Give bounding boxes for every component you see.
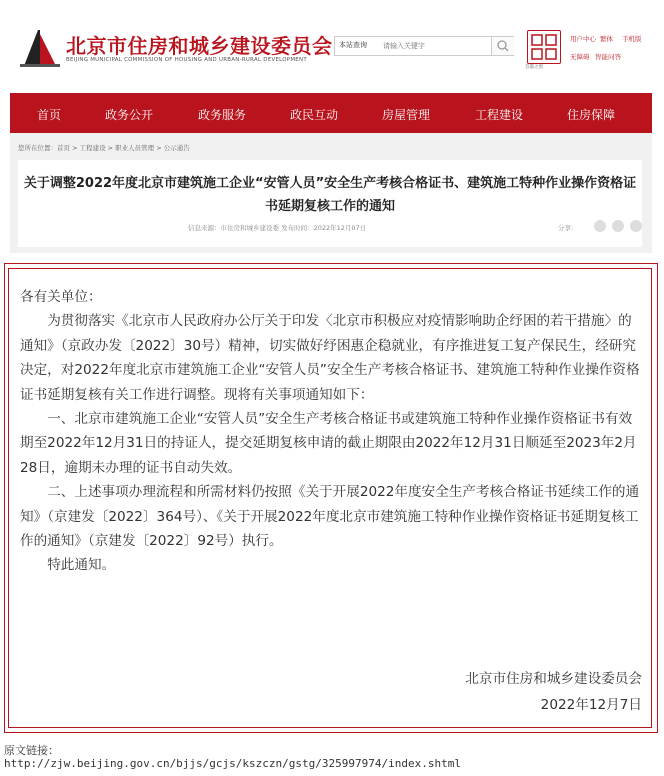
paragraph-item-1: 一、北京市建筑施工企业“安管人员”安全生产考核合格证书或建筑施工特种作业操作资格证书有效期至2022年12月31日的持证人，提交延期复核申请的截止期限由2022年12月31日顺延至2023年2月28日，逾期未办理的证书自动失效。 <box>20 411 637 476</box>
signature <box>465 666 642 718</box>
nav-housing-security[interactable]: 住房保障 <box>567 108 616 122</box>
search-input[interactable] <box>383 39 487 52</box>
breadcrumb[interactable]: 您所在位置：首页 > 工程建设 > 职业人员管理 > 公示通告 <box>18 144 190 152</box>
nav-home[interactable]: 首页 <box>37 108 62 122</box>
wechat-share-icon[interactable] <box>594 220 606 232</box>
qzone-share-icon[interactable] <box>630 220 642 232</box>
nav-housing-management[interactable]: 房屋管理 <box>382 108 431 122</box>
search-box <box>334 36 514 56</box>
paragraph-closing: 特此通知。 <box>47 557 116 574</box>
site-subtitle-en: BEIJING MUNICIPAL COMMISSION OF HOUSING AND URBAN-RURAL DEVELOPMENT <box>66 57 307 63</box>
seal-icon <box>528 31 560 63</box>
notice-body <box>20 285 645 578</box>
capital-window-logo-icon[interactable] <box>527 30 561 64</box>
smart-qa-link[interactable]: 智能问答 <box>595 53 621 61</box>
article-header-card <box>18 160 642 247</box>
accessibility-link[interactable]: 无障碍 <box>570 53 590 61</box>
traditional-chinese-link[interactable]: 繁体 <box>600 35 613 43</box>
source-link-url[interactable]: http://zjw.beijing.gov.cn/bjjs/gcjs/kszczn/gstg/325997974/index.shtml <box>4 757 461 770</box>
site-header <box>10 0 652 93</box>
article-title-header: 关于调整2022年度北京市建筑施工企业“安管人员”安全生产考核合格证书、建筑施工特种作业操作资格证书延期复核工作的通知 <box>23 176 637 214</box>
website-screenshot <box>10 0 652 253</box>
share-label: 分享： <box>558 224 578 232</box>
search-icon <box>492 37 514 55</box>
signature-org: 北京市住房和城乡建设委员会 <box>465 671 642 687</box>
paragraph-intro: 为贯彻落实《北京市人民政府办公厅关于印发〈北京市积极应对疫情影响助企纾困的若干措施〉的通知》（京政办发〔2022〕30号）精神，切实做好纾困惠企稳就业，有序推进复工复产保民生，经研究决定，对2022年度北京市建筑施工企业“安管人员”安全生产考核合格证书、建筑施工特种作业操作资格证书延期复核有关工作进行调整。现将有关事项通知如下： <box>20 313 640 403</box>
nav-public-interaction[interactable]: 政民互动 <box>290 108 339 122</box>
nav-construction[interactable]: 工程建设 <box>475 108 524 122</box>
source-link-label: 原文链接： <box>4 744 59 757</box>
paragraph-item-2: 二、上述事项办理流程和所需材料仍按照《关于开展2022年度安全生产考核合格证书延续工作的通知》（京建发〔2022〕364号）、《关于开展2022年度北京市建筑施工特种作业操作资格证书延期复核工作的通知》（京建发〔2022〕92号）执行。 <box>20 484 640 550</box>
salutation: 各有关单位： <box>20 289 102 305</box>
weibo-share-icon[interactable] <box>612 220 624 232</box>
site-title[interactable]: 北京市住房和城乡建设委员会 <box>66 34 333 58</box>
mobile-version-link[interactable]: 手机版 <box>622 35 642 43</box>
seal-label: 首都之窗 <box>525 65 543 70</box>
signature-date: 2022年12月7日 <box>540 697 642 713</box>
search-button[interactable] <box>491 37 514 55</box>
commission-logo-icon[interactable] <box>18 26 62 68</box>
nav-government-services[interactable]: 政务服务 <box>198 108 247 122</box>
user-center-link[interactable]: 用户中心 <box>570 35 596 43</box>
search-scope-select[interactable]: 本站查询 <box>339 41 367 49</box>
article-meta: 信息来源：市住房和城乡建设委 发布时间：2022年12月07日 <box>188 224 367 232</box>
main-nav <box>10 93 652 133</box>
nav-government-affairs[interactable]: 政务公开 <box>105 108 154 122</box>
